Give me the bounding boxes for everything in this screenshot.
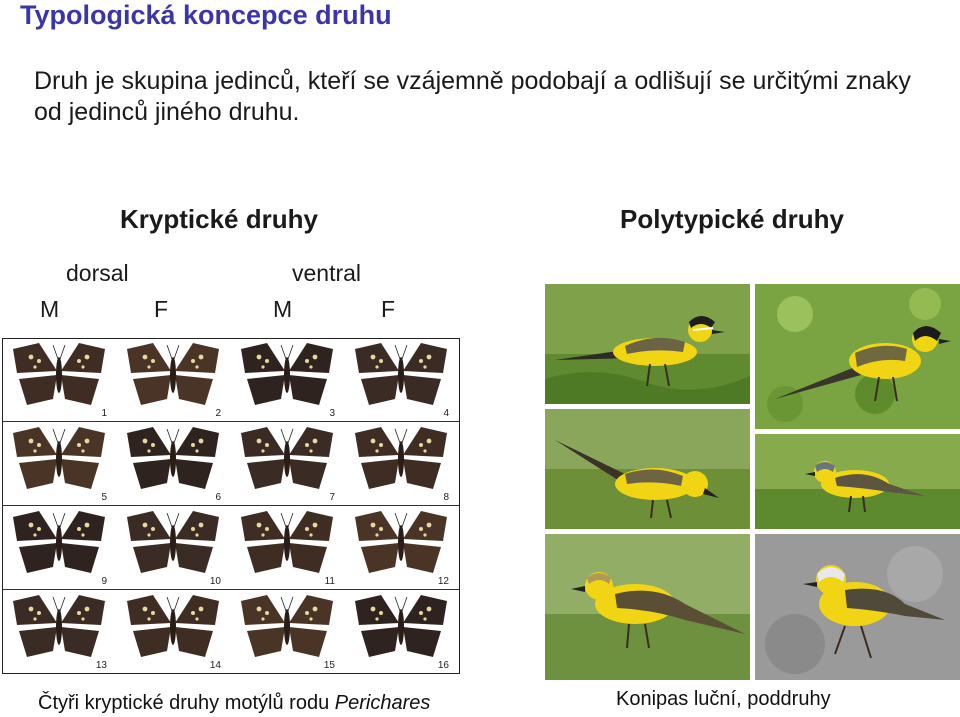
butterfly-icon	[351, 509, 451, 579]
butterfly-specimen-grid	[2, 338, 460, 674]
specimen-number: 5	[101, 492, 107, 503]
label-dorsal: dorsal	[66, 260, 129, 286]
specimen-number: 2	[215, 408, 221, 419]
butterfly-icon	[123, 425, 223, 495]
bird-photo-5	[545, 534, 750, 680]
butterfly-icon	[9, 593, 109, 663]
butterfly-specimen	[3, 339, 117, 423]
butterfly-specimen	[117, 423, 231, 507]
butterfly-specimen	[231, 423, 345, 507]
caption-text: Čtyři kryptické druhy motýlů rodu	[38, 692, 335, 714]
butterfly-specimen	[117, 507, 231, 591]
butterfly-icon	[237, 509, 337, 579]
butterfly-icon	[9, 425, 109, 495]
butterfly-icon	[351, 341, 451, 411]
definition-text: Druh je skupina jedinců, kteří se vzájemně podobají a odlišují se určitými znaky od jedinců jiného druhu.	[34, 67, 911, 126]
specimen-number: 11	[324, 576, 335, 587]
butterfly-specimen	[345, 423, 459, 507]
sex-label-f: F	[154, 296, 169, 322]
butterfly-specimen	[117, 339, 231, 423]
bird-photo-grid	[545, 284, 960, 680]
butterfly-specimen	[345, 591, 459, 675]
specimen-number: 15	[323, 660, 335, 671]
butterfly-icon	[123, 509, 223, 579]
specimen-number: 1	[101, 408, 107, 419]
bird-photo-1	[545, 284, 750, 404]
polytypic-heading: Polytypické druhy	[620, 204, 844, 234]
page-title: Typologická koncepce druhu	[20, 0, 392, 30]
specimen-number: 16	[437, 660, 449, 671]
specimen-number: 14	[209, 660, 221, 671]
butterfly-icon	[123, 593, 223, 663]
sex-label-f: F	[381, 296, 396, 322]
bird-photo-3	[545, 409, 750, 529]
butterfly-specimen	[3, 507, 117, 591]
butterfly-specimen	[3, 423, 117, 507]
specimen-number: 3	[329, 408, 335, 419]
specimen-number: 7	[329, 492, 335, 503]
butterfly-specimen	[231, 507, 345, 591]
specimen-number: 8	[443, 492, 449, 503]
bird-photo-6	[755, 534, 960, 680]
butterfly-specimen	[117, 591, 231, 675]
butterfly-icon	[237, 593, 337, 663]
bird-photo-2	[755, 284, 960, 429]
specimen-number: 10	[209, 576, 221, 587]
bird-photo-4	[755, 434, 960, 529]
butterfly-icon	[123, 341, 223, 411]
specimen-number: 9	[101, 576, 107, 587]
cryptic-caption	[38, 692, 430, 715]
label-ventral: ventral	[292, 260, 362, 286]
butterfly-icon	[237, 425, 337, 495]
butterfly-icon	[9, 341, 109, 411]
butterfly-specimen	[231, 339, 345, 423]
specimen-number: 6	[215, 492, 221, 503]
polytypic-caption: Konipas luční, poddruhy	[616, 688, 831, 710]
butterfly-icon	[9, 509, 109, 579]
caption-genus: Perichares	[334, 692, 431, 714]
butterfly-specimen	[345, 507, 459, 591]
cryptic-heading: Kryptické druhy	[120, 204, 318, 234]
butterfly-specimen	[3, 591, 117, 675]
specimen-number: 12	[437, 576, 449, 587]
sex-label-m: M	[40, 296, 60, 322]
butterfly-specimen	[231, 591, 345, 675]
butterfly-specimen	[345, 339, 459, 423]
specimen-number: 4	[443, 408, 449, 419]
butterfly-icon	[351, 593, 451, 663]
specimen-number: 13	[95, 660, 107, 671]
butterfly-icon	[351, 425, 451, 495]
sex-label-m: M	[273, 296, 293, 322]
butterfly-icon	[237, 341, 337, 411]
